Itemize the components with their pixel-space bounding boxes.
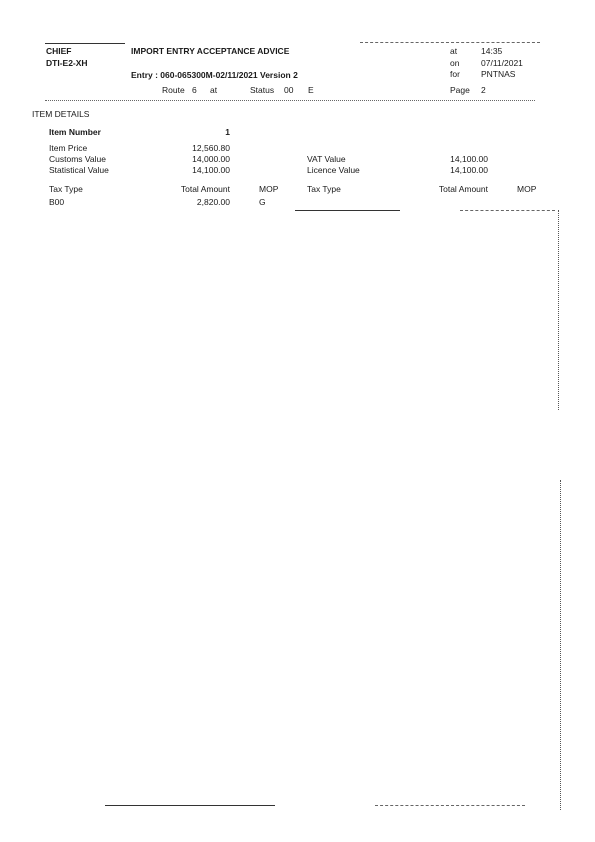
- on-label: on: [450, 58, 460, 68]
- item-price-label: Item Price: [49, 143, 88, 153]
- tax-row-mop: G: [259, 197, 266, 207]
- tax-row-amount: 2,820.00: [196, 197, 230, 207]
- item-price-value: 12,560.80: [192, 143, 230, 153]
- vat-value-label: VAT Value: [307, 154, 346, 164]
- total-amount-header-2: Total Amount: [438, 184, 488, 194]
- statistical-value-label: Statistical Value: [49, 165, 109, 175]
- tax-row-type: B00: [49, 197, 65, 207]
- total-amount-header: Total Amount: [180, 184, 230, 194]
- for-value: PNTNAS: [481, 69, 516, 79]
- table-bottom-dash: [460, 210, 555, 211]
- customs-value: 14,000.00: [192, 154, 230, 164]
- status-value: 00: [284, 85, 294, 95]
- status-label: Status: [250, 85, 275, 95]
- page-value: 2: [481, 85, 486, 95]
- entry-line: Entry : 060-065300M-02/11/2021 Version 2: [131, 70, 298, 80]
- licence-value-label: Licence Value: [307, 165, 360, 175]
- for-label: for: [450, 69, 460, 79]
- customs-value-label: Customs Value: [49, 154, 107, 164]
- system-name: CHIEF: [46, 46, 72, 56]
- footer-rule-left: [105, 805, 275, 806]
- mop-header-2: MOP: [517, 184, 537, 194]
- footer-dash-right: [375, 805, 525, 806]
- vat-value: 14,100.00: [450, 154, 488, 164]
- tax-type-header-2: Tax Type: [307, 184, 341, 194]
- margin-mark-top: [558, 210, 559, 410]
- route-value: 6: [192, 85, 197, 95]
- item-number-value: 1: [225, 127, 230, 137]
- tax-type-header: Tax Type: [49, 184, 83, 194]
- section-title: ITEM DETAILS: [32, 109, 90, 119]
- header-top-dash: [360, 42, 540, 43]
- at-value: 14:35: [481, 46, 503, 56]
- route-suffix: at: [210, 85, 218, 95]
- page-label: Page: [450, 85, 470, 95]
- status-suffix: E: [308, 85, 314, 95]
- route-label: Route: [162, 85, 185, 95]
- margin-mark-bottom: [560, 480, 561, 810]
- at-label: at: [450, 46, 458, 56]
- licence-value: 14,100.00: [450, 165, 488, 175]
- table-bottom-rule: [295, 210, 400, 211]
- header-bottom-dash: [45, 100, 535, 101]
- terminal-id: DTI-E2-XH: [46, 58, 88, 68]
- on-value: 07/11/2021: [481, 58, 523, 68]
- item-number-label: Item Number: [49, 127, 101, 137]
- statistical-value: 14,100.00: [192, 165, 230, 175]
- page-title: IMPORT ENTRY ACCEPTANCE ADVICE: [131, 46, 290, 56]
- mop-header: MOP: [259, 184, 279, 194]
- header-top-rule: [45, 43, 125, 44]
